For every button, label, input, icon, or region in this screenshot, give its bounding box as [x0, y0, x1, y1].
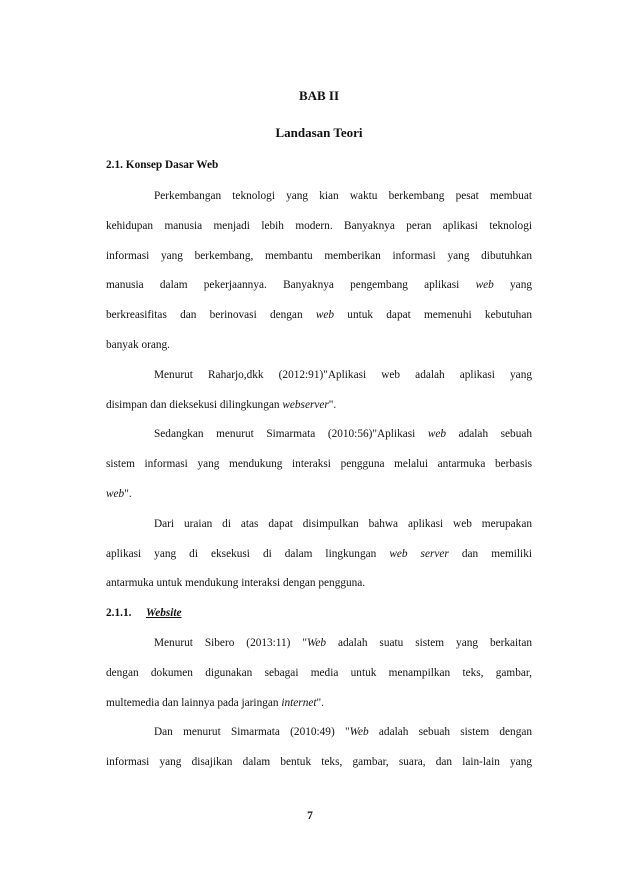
paragraph-line: [106, 301, 532, 331]
paragraph-line: [106, 391, 532, 421]
paragraph-konsep-dasar: [106, 182, 532, 361]
text-run: yang: [510, 279, 532, 292]
italic-term: web: [475, 279, 494, 292]
text-run: berkreasifitas dan berinovasi dengan: [106, 309, 303, 322]
text-run: Sedangkan menurut Simarmata (2010:56)"Aplikasi: [154, 428, 416, 441]
section-title: Konsep Dasar Web: [125, 159, 219, 171]
italic-term: webserver: [282, 398, 329, 411]
italic-term: Web: [349, 726, 369, 739]
italic-term: internet: [281, 696, 317, 709]
text-run: ".: [124, 487, 132, 500]
paragraph-line: [106, 540, 532, 570]
section-heading: [106, 149, 532, 182]
text-run: ".: [328, 398, 337, 411]
italic-term: web: [427, 428, 447, 441]
paragraph-line: informasi yang disajikan dalam bentuk teks, gambar, suara, dan lain-lain yang: [106, 756, 532, 769]
italic-term: Web: [307, 636, 327, 649]
paragraph-line: [106, 718, 532, 748]
paragraph-line: [106, 271, 532, 301]
text-run: ".: [316, 696, 324, 709]
text-run: untuk dapat memenuhi kebutuhan: [347, 309, 532, 322]
paragraph-simarmata-aplikasi: [106, 420, 532, 509]
paragraph-line: kehidupan manusia menjadi lebih modern. Banyaknya peran aplikasi teknologi: [106, 219, 532, 232]
paragraph-line: Menurut Raharjo,dkk (2012:91)"Aplikasi web adalah aplikasi yang: [154, 368, 532, 381]
paragraph-line: [106, 480, 532, 510]
paragraph-kesimpulan: [106, 510, 532, 599]
section-number: 2.1.: [106, 159, 123, 171]
paragraph-sibero: [106, 629, 532, 718]
paragraph-line: informasi yang berkembang, membantu memberikan informasi yang dibutuhkan: [106, 249, 532, 262]
paragraph-raharjo: [106, 361, 532, 421]
text-run: disimpan dan dieksekusi dilingkungan: [106, 398, 280, 411]
text-run: Menurut Sibero (2013:11) ": [154, 636, 307, 649]
paragraph-line: Perkembangan teknologi yang kian waktu berkembang pesat membuat: [154, 190, 532, 202]
paragraph-line: [106, 629, 532, 659]
text-run: aplikasi yang di eksekusi di dalam lingkungan: [106, 547, 377, 560]
text-run: adalah sebuah sistem dengan: [378, 726, 533, 739]
subsection-number: 2.1.1.: [106, 607, 132, 620]
chapter-heading: BAB II: [298, 88, 340, 103]
italic-term: web server: [389, 547, 449, 560]
paragraph-line: sistem informasi yang mendukung interaksi pengguna melalui antarmuka berbasis: [106, 458, 532, 471]
text-run: adalah sebuah: [458, 428, 533, 441]
italic-term: web: [106, 487, 125, 500]
chapter-title: Landasan Teori: [275, 125, 363, 140]
text-run: multemedia dan lainnya pada jaringan: [106, 696, 279, 709]
text-run: adalah suatu sistem yang berkaitan: [338, 636, 532, 649]
paragraph-line: antarmuka untuk mendukung interaksi dengan pengguna.: [106, 577, 366, 590]
document-page: [106, 80, 532, 778]
text-run: Dan menurut Simarmata (2010:49) ": [154, 726, 350, 739]
paragraph-line: banyak orang.: [106, 338, 170, 351]
text-run: manusia dalam pekerjaannya. Banyaknya pengembang aplikasi: [106, 279, 460, 292]
paragraph-line: [106, 420, 532, 450]
text-run: dan memiliki: [461, 547, 532, 560]
paragraph-line: [106, 689, 532, 719]
italic-term: web: [315, 309, 335, 322]
subsection-title: Website: [146, 607, 182, 620]
paragraph-line: Dari uraian di atas dapat disimpulkan bahwa aplikasi web merupakan: [154, 517, 532, 530]
page-number: 7: [307, 810, 313, 822]
subsection-heading: [106, 599, 532, 629]
paragraph-simarmata-web: [106, 718, 532, 778]
paragraph-line: dengan dokumen digunakan sebagai media untuk menampilkan teks, gambar,: [106, 666, 532, 679]
